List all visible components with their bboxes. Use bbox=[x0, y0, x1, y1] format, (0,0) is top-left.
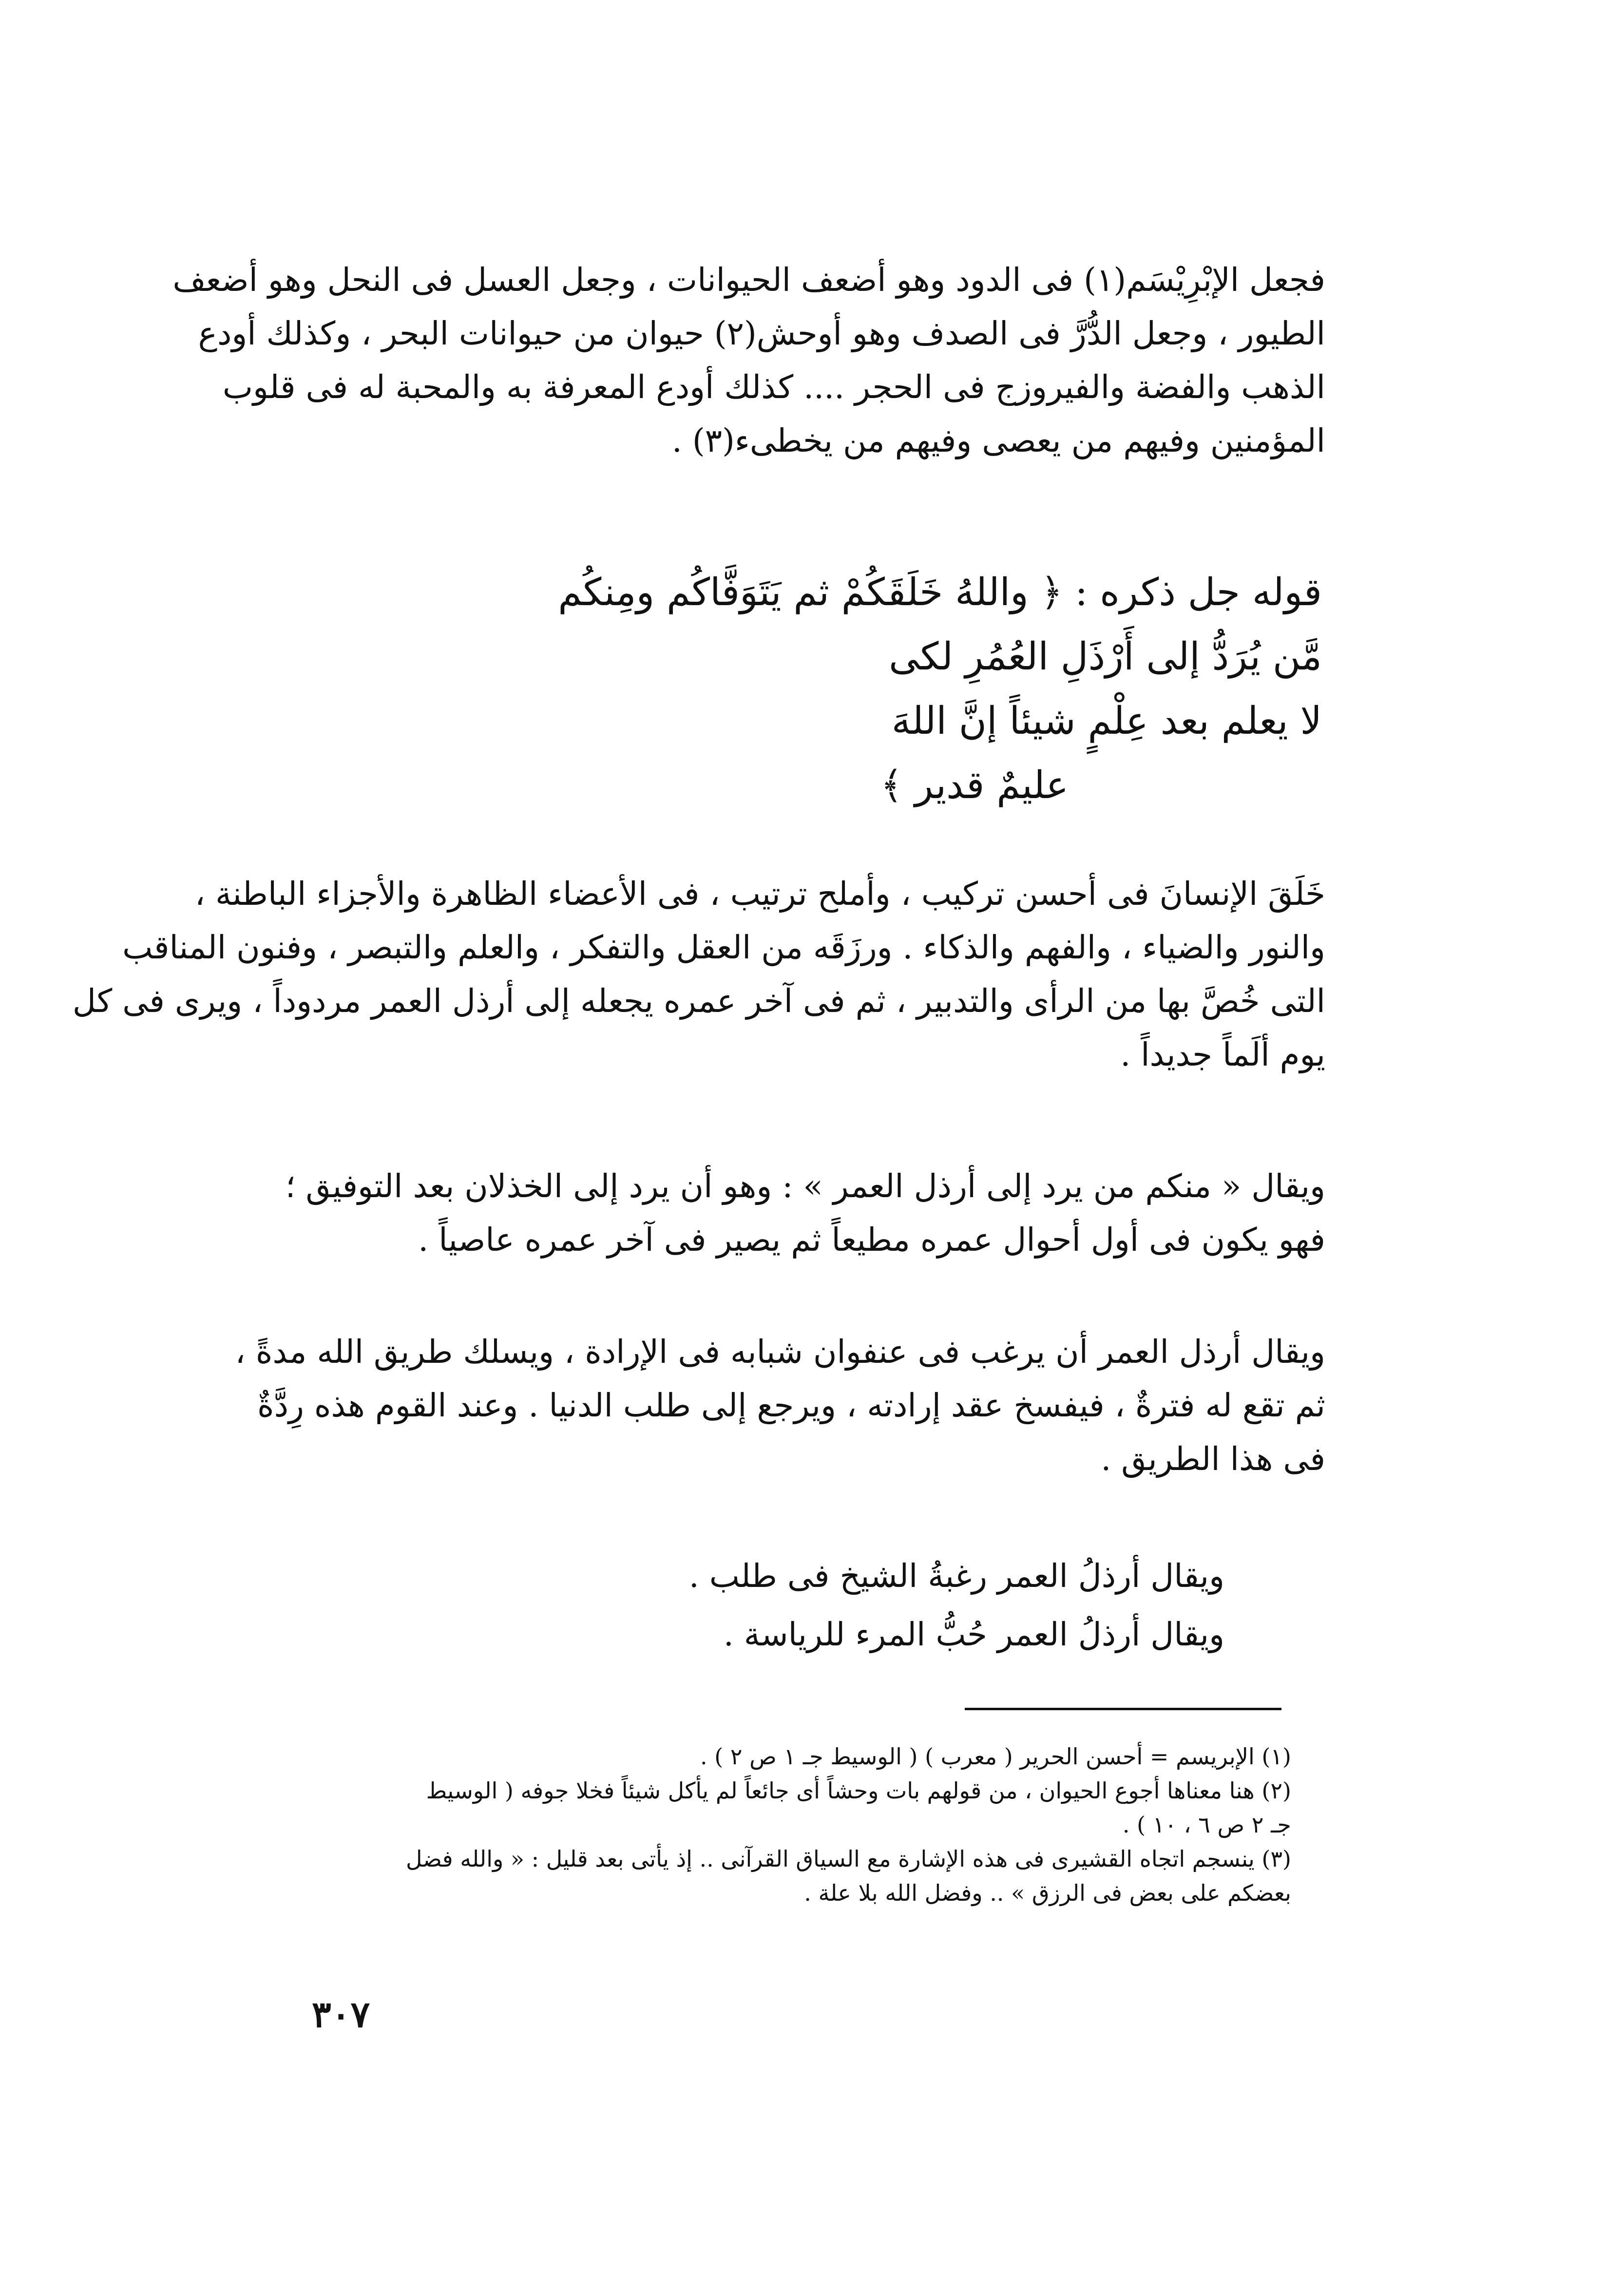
footnotes bbox=[244, 1739, 1291, 1910]
verse-line: قوله جل ذكره : ﴿ واللهُ خَلَقَكُمْ ثم يَتَوَفَّاكُم ومِنكُم bbox=[558, 571, 1322, 614]
page-number: ٣٠٧ bbox=[312, 1994, 370, 2036]
paragraph-4 bbox=[235, 1325, 1325, 1486]
text-line: ويقال أرذلُ العمر حُبُّ المرء للرياسة . bbox=[723, 1616, 1224, 1653]
footnote-divider bbox=[965, 1708, 1281, 1710]
paragraph-1 bbox=[172, 253, 1325, 468]
paragraph-3 bbox=[273, 1160, 1325, 1267]
text-line: والنور والضياء ، والفهم والذكاء . ورزَقَه من العقل والتفكر ، والعلم والتبصر ، وفنون المناقب bbox=[122, 929, 1325, 966]
text-line: التى خُصَّ بها من الرأى والتدبير ، ثم فى آخر عمره يجعله إلى أرذل العمر مردوداً ، ويرى فى كل bbox=[72, 982, 1325, 1020]
footnote-3: (٣) ينسجم اتجاه القشيرى فى هذه الإشارة مع السياق القرآنى .. إذ يأتى بعد قليل : « والله فضل bbox=[405, 1846, 1291, 1872]
paragraph-2 bbox=[72, 867, 1325, 1082]
verse-line: لا يعلم بعد عِلْمٍ شيئاً إنَّ اللهَ bbox=[891, 699, 1322, 743]
text-line: ويقال « منكم من يرد إلى أرذل العمر » : وهو أن يرد إلى الخذلان بعد التوفيق ؛ bbox=[285, 1167, 1325, 1205]
text-line: فى هذا الطريق . bbox=[1101, 1440, 1325, 1478]
text-line: ثم تقع له فترةٌ ، فيفسخ عقد إرادته ، ويرجع إلى طلب الدنيا . وعند القوم هذه رِدَّةٌ bbox=[257, 1387, 1325, 1424]
text-line: فهو يكون فى أول أحوال عمره مطيعاً ثم يصير فى آخر عمره عاصياً . bbox=[418, 1221, 1325, 1259]
footnote-2: (٢) هنا معناها أجوع الحيوان ، من قولهم بات وحشاً أى جائعاً لم يأكل شيئاً فخلا جوفه ( الوسيط bbox=[426, 1777, 1291, 1804]
text-line: ويقال أرذلُ العمر رغبةُ الشيخ فى طلب . bbox=[688, 1557, 1224, 1595]
footnote-3-continued: بعضكم على بعض فى الرزق » .. وفضل الله بلا علة . bbox=[804, 1880, 1291, 1906]
verse-line: عليمٌ قدير ﴾ bbox=[880, 764, 1069, 807]
text-line: خَلَقَ الإنسانَ فى أحسن تركيب ، وأملح ترتيب ، فى الأعضاء الظاهرة والأجزاء الباطنة ، bbox=[194, 875, 1325, 913]
verse-line: مَّن يُرَدُّ إلى أَرْذَلِ العُمُرِ لكى bbox=[889, 635, 1322, 679]
text-line: الطيور ، وجعل الدُّرَّ فى الصدف وهو أوحش(٢) حيوان من حيوانات البحر ، وكذلك أودع bbox=[198, 315, 1325, 352]
quran-verse bbox=[558, 560, 1322, 818]
short-line-1 bbox=[396, 1549, 1224, 1603]
text-line: الذهب والفضة والفيروزج فى الحجر .... كذلك أودع المعرفة به والمحبة له فى قلوب bbox=[222, 368, 1325, 406]
text-line: ويقال أرذل العمر أن يرغب فى عنفوان شبابه فى الإرادة ، ويسلك طريق الله مدةً ، bbox=[235, 1333, 1325, 1371]
footnote-2-continued: جـ ٢ ص ٦ ، ١٠ ) . bbox=[1122, 1812, 1291, 1838]
short-line-2 bbox=[396, 1608, 1224, 1661]
text-line: يوم ألَماً جديداً . bbox=[1120, 1036, 1325, 1073]
text-line: فجعل الإبْرِيْسَم(١) فى الدود وهو أضعف الحيوانات ، وجعل العسل فى النحل وهو أضعف bbox=[172, 261, 1325, 299]
footnote-1: (١) الإبريسم = أحسن الحرير ( معرب ) ( الوسيط جـ ١ ص ٢ ) . bbox=[700, 1743, 1291, 1770]
text-line: المؤمنين وفيهم من يعصى وفيهم من يخطىء(٣) . bbox=[671, 422, 1325, 459]
